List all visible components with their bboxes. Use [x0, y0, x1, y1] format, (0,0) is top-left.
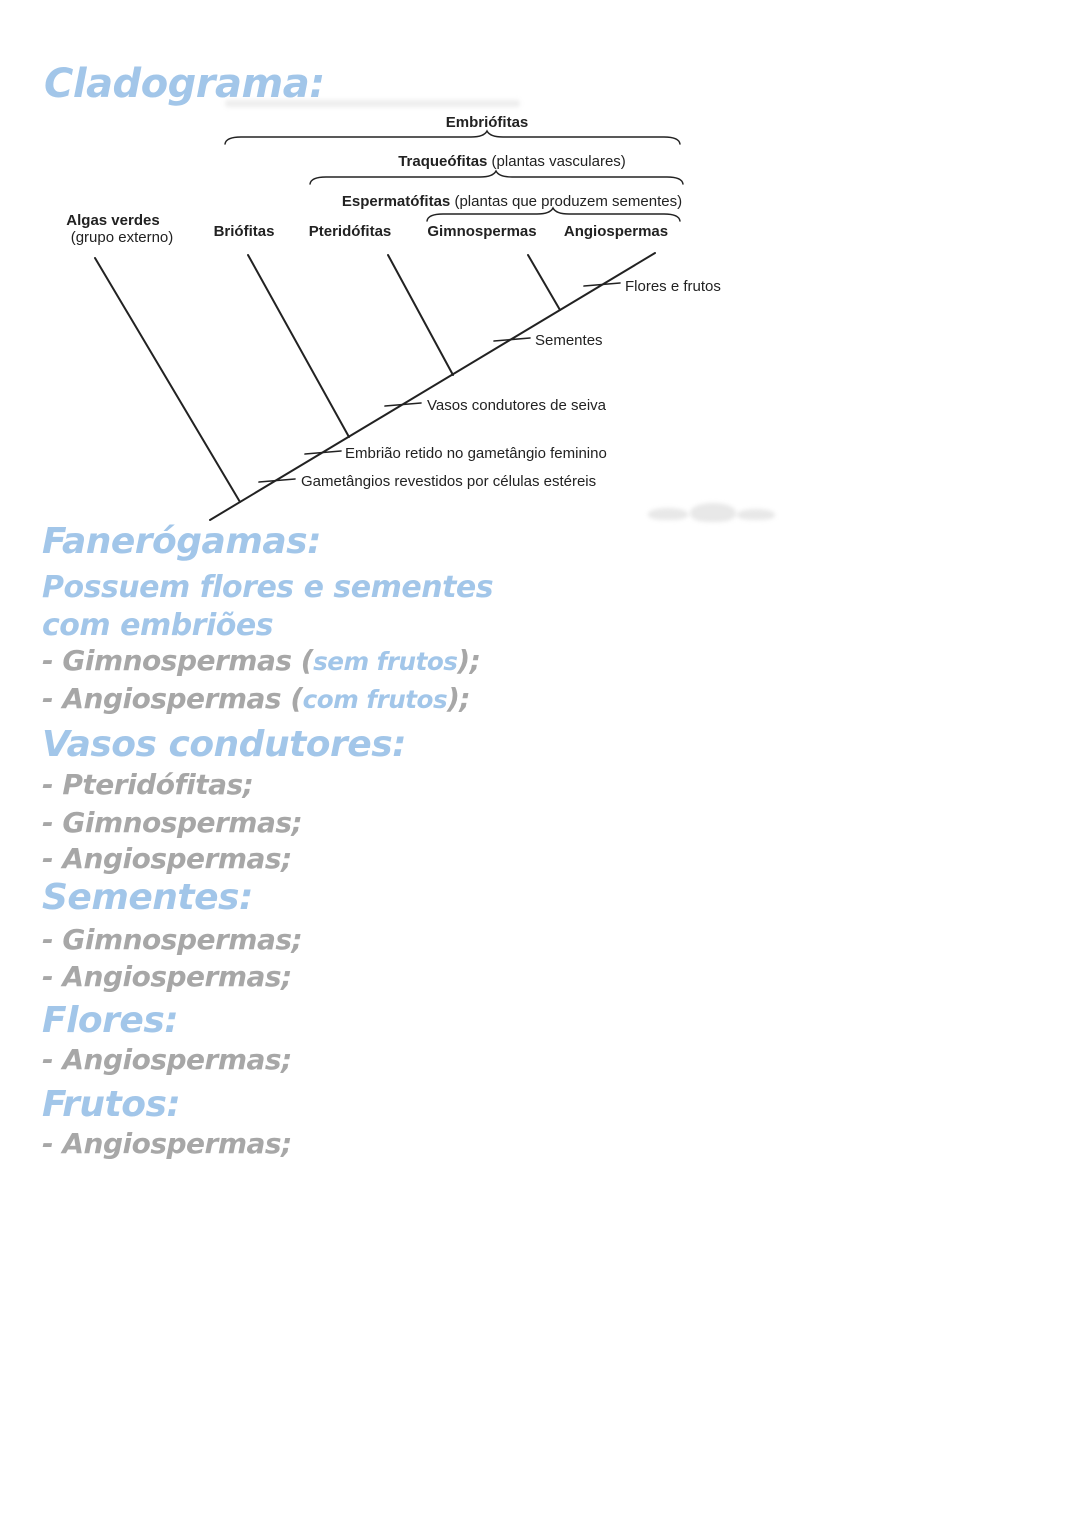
note-text: Flores:	[42, 1000, 179, 1041]
note-text: - Angiospermas;	[42, 960, 292, 993]
note-text: Vasos condutores:	[42, 724, 407, 765]
note-text-accent: com frutos	[302, 685, 448, 714]
clade-label-espermatofitas: Espermatófitas (plantas que produzem sementes)	[341, 193, 683, 210]
note-item-gimnospermas-sem-frutos	[42, 644, 481, 677]
note-item-gimnospermas	[42, 806, 303, 839]
cladogram-figure	[0, 0, 1080, 540]
note-text: - Gimnospermas;	[42, 923, 303, 956]
taxon-label-gimnospermas: Gimnospermas	[427, 223, 537, 240]
clade-bracket-traqueofitas	[310, 171, 683, 184]
note-text: Possuem flores e sementes	[42, 570, 494, 605]
taxon-label-briofitas: Briófitas	[213, 223, 275, 240]
trait-label-embriao-retido: Embrião retido no gametângio feminino	[345, 445, 607, 462]
trait-label-sementes: Sementes	[535, 332, 603, 349]
note-item-angiospermas	[42, 960, 292, 993]
note-item-angiospermas	[42, 1127, 292, 1160]
note-text: - Gimnospermas;	[42, 806, 303, 839]
trait-label-flores-e-frutos: Flores e frutos	[625, 278, 721, 295]
branch-briofitas	[248, 255, 349, 437]
taxon-label-algas-verdes: Algas verdes	[66, 212, 160, 229]
trait-label-vasos-condutores: Vasos condutores de seiva	[427, 397, 606, 414]
note-text: - Gimnospermas (	[42, 644, 314, 677]
note-text: - Angiospermas;	[42, 1043, 292, 1076]
note-heading-vasos-condutores	[42, 724, 407, 765]
clade-label-embriofitas: Embriófitas	[445, 114, 529, 131]
note-heading-flores	[42, 1000, 179, 1041]
note-item-angiospermas	[42, 842, 292, 875]
note-heading-sementes	[42, 877, 253, 918]
taxon-sublabel-grupo-externo: (grupo externo)	[70, 229, 174, 246]
note-item-pteridofitas	[42, 768, 254, 801]
branch-gimnospermas	[528, 255, 560, 310]
trait-label-gametangios: Gametângios revestidos por células estéreis	[301, 473, 597, 490]
clade-label-traqueofitas: Traqueófitas (plantas vasculares)	[398, 153, 626, 170]
branch-pteridofitas	[388, 255, 453, 375]
note-text: );	[457, 644, 481, 677]
clade-bracket-embriofitas	[225, 131, 680, 144]
note-text: Fanerógamas:	[42, 521, 321, 562]
note-text: com embriões	[42, 608, 274, 643]
note-item-angiospermas-com-frutos	[42, 682, 471, 715]
taxon-label-pteridofitas: Pteridófitas	[308, 223, 392, 240]
note-heading-frutos	[42, 1084, 181, 1125]
note-text-accent: sem frutos	[313, 647, 458, 676]
note-subheading-possuem-flores	[42, 570, 494, 605]
note-text: - Angiospermas;	[42, 1127, 292, 1160]
page-title: Cladograma:	[44, 61, 325, 107]
taxon-label-angiospermas: Angiospermas	[563, 223, 669, 240]
note-text: Frutos:	[42, 1084, 181, 1125]
note-item-angiospermas	[42, 1043, 292, 1076]
branch-algas-verdes	[95, 258, 240, 502]
note-heading-fanerogamas	[42, 521, 321, 562]
note-text: - Angiospermas;	[42, 842, 292, 875]
note-text: Sementes:	[42, 877, 253, 918]
note-text: - Pteridófitas;	[42, 768, 254, 801]
note-subheading-com-embrioes	[42, 608, 274, 643]
note-text: - Angiospermas (	[42, 682, 303, 715]
note-item-gimnospermas	[42, 923, 303, 956]
note-text: );	[447, 682, 471, 715]
